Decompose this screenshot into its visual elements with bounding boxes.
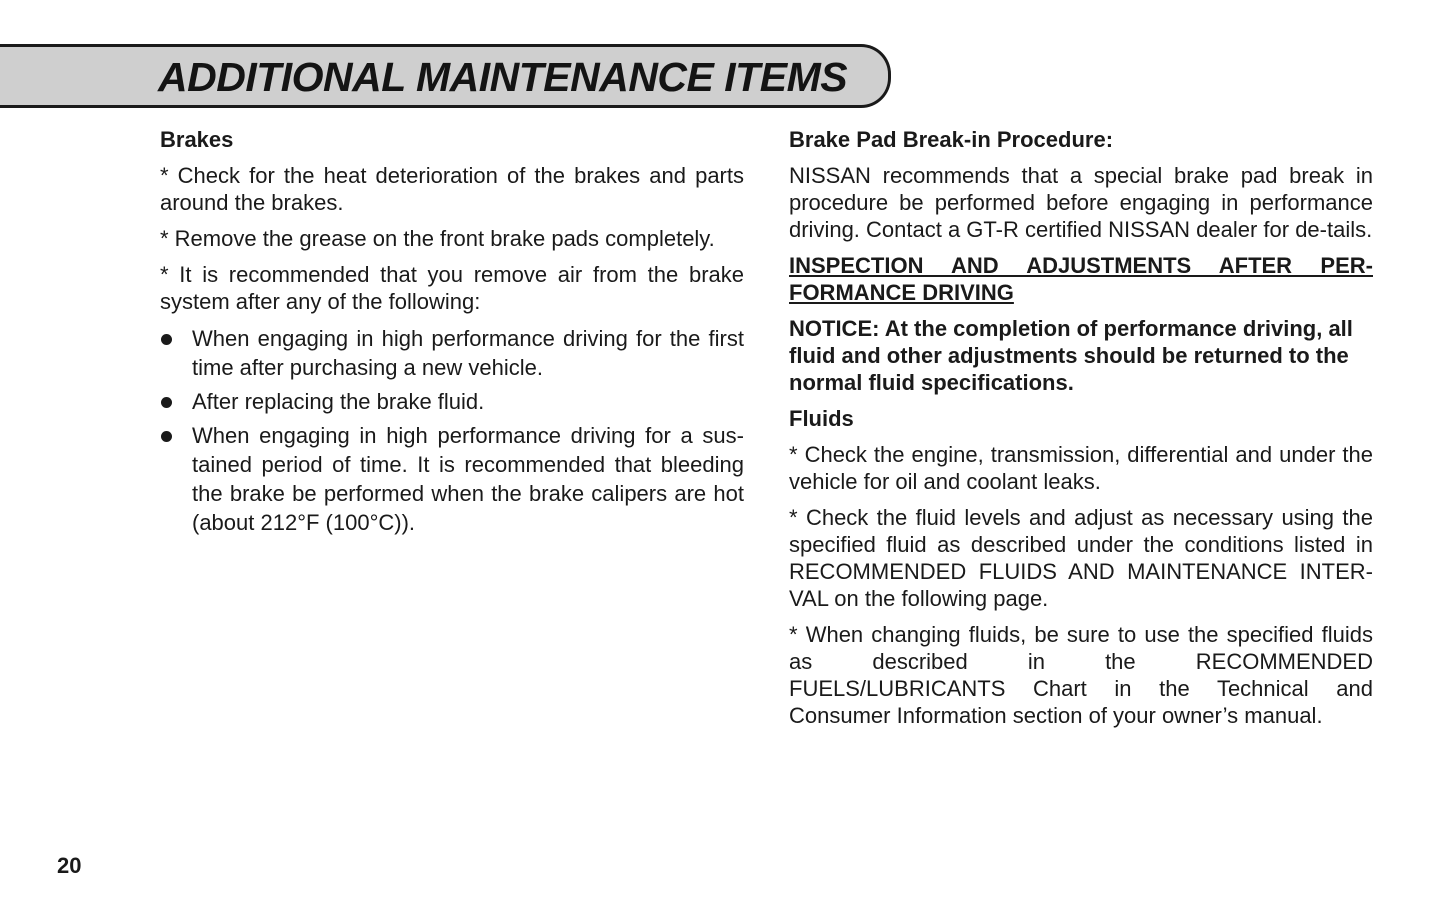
list-item xyxy=(160,421,744,537)
inspection-heading: INSPECTION AND ADJUSTMENTS AFTER PER-FORMANCE DRIVING xyxy=(789,253,1373,305)
brake-pad-heading: Brake Pad Break-in Procedure: xyxy=(789,127,1114,152)
bullet-icon xyxy=(161,431,172,442)
list-item xyxy=(160,387,744,416)
brake-pad-paragraph: NISSAN recommends that a special brake pad break in procedure be performed before engaging in performance driving. Contact a GT-R certified NISSAN dealer for de-tails. xyxy=(789,163,1373,242)
bullet-icon xyxy=(161,397,172,408)
brakes-paragraph: * Check for the heat deterioration of the brakes and parts around the brakes. xyxy=(160,163,744,215)
left-column xyxy=(160,126,744,542)
fluids-paragraph: * Check the engine, transmission, differential and under the vehicle for oil and coolant leaks. xyxy=(789,442,1373,494)
notice-text: NOTICE: At the completion of performance driving, all fluid and other adjustments should be returned to the normal fluid specifications. xyxy=(789,316,1353,395)
fluids-heading: Fluids xyxy=(789,406,854,431)
page-title: ADDITIONAL MAINTENANCE ITEMS xyxy=(158,54,848,100)
list-item xyxy=(160,324,744,382)
bullet-icon xyxy=(161,334,172,345)
brakes-paragraph: * It is recommended that you remove air from the brake system after any of the following: xyxy=(160,262,744,314)
page-number: 20 xyxy=(57,853,82,878)
fluids-paragraph: * Check the fluid levels and adjust as necessary using the specified fluid as described under the conditions listed in RECOMMENDED FLUIDS AND MAINTENANCE INTER-VAL on the following page. xyxy=(789,505,1373,611)
fluids-paragraph: * When changing fluids, be sure to use the specified fluids as described in the RECOMMENDED FUELS/LUBRICANTS Chart in the Technical and Consumer Information section of your owner’s manual. xyxy=(789,622,1373,728)
right-column xyxy=(789,126,1373,738)
list-item-text: After replacing the brake fluid. xyxy=(192,389,485,414)
list-item-text: When engaging in high performance driving for the first time after purchasing a new vehicle. xyxy=(192,326,744,380)
list-item-text: When engaging in high performance driving for a sus-tained period of time. It is recommended that bleeding the brake be performed when the brake calipers are hot (about 212°F (100°C)). xyxy=(192,423,744,535)
brake-air-removal-list xyxy=(160,324,744,537)
brakes-heading: Brakes xyxy=(160,127,234,152)
brakes-paragraph: * Remove the grease on the front brake pads completely. xyxy=(160,226,715,251)
